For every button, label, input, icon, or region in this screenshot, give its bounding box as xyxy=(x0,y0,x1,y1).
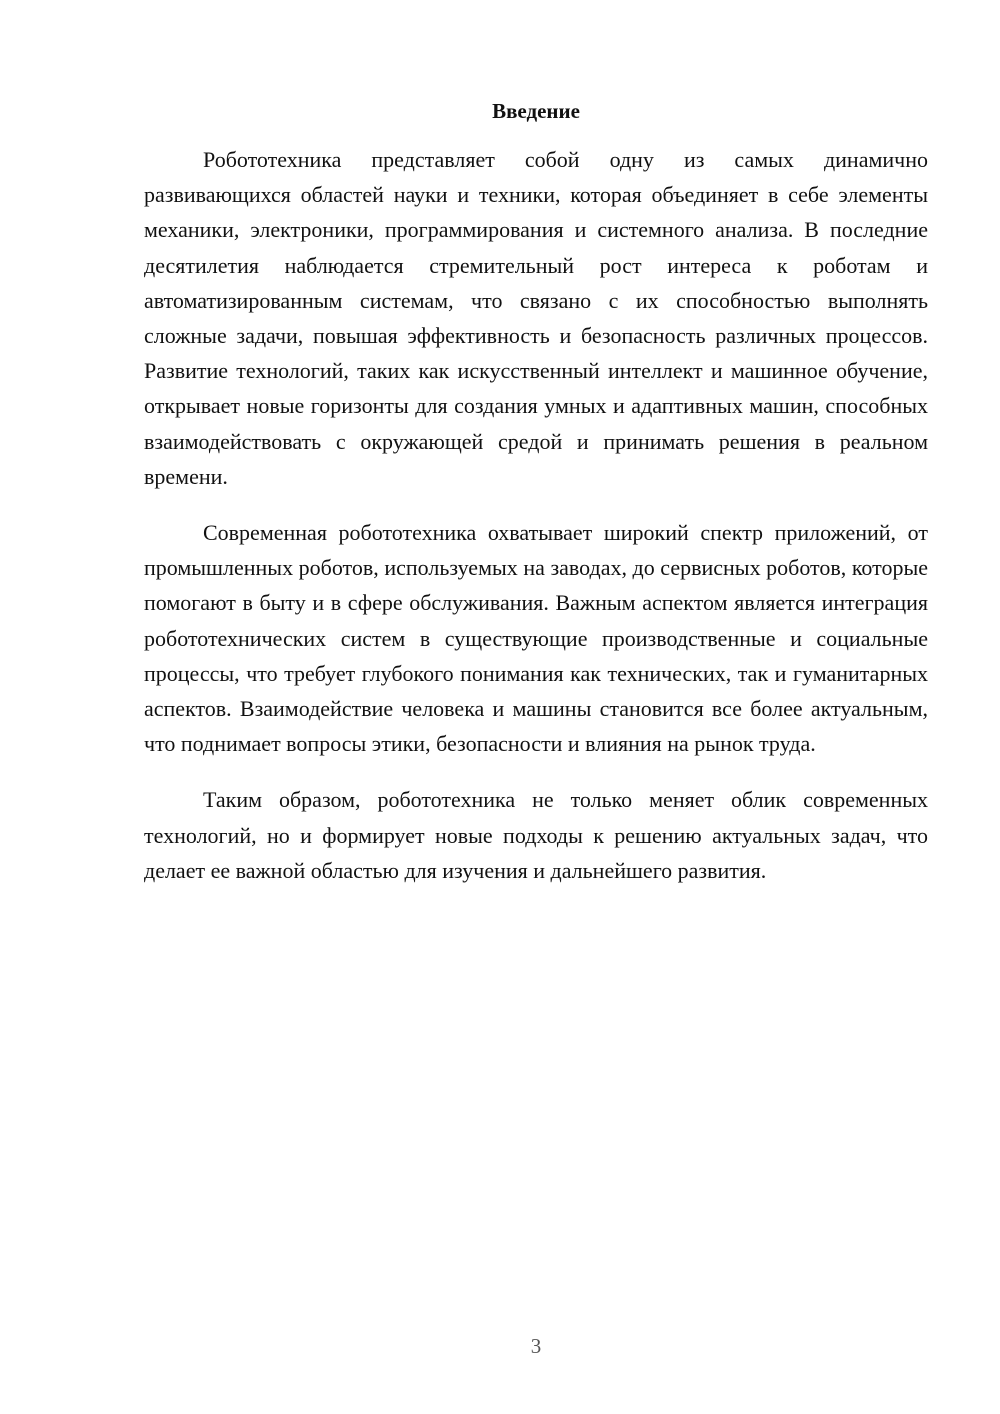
paragraph-3: Таким образом, робототехника не только меняет облик современных технологий, но и формирует новые подходы к решению актуальных задач, что делает ее важной областью для изучения и дальнейшего развития. xyxy=(144,787,928,883)
document-body xyxy=(144,142,928,909)
page-title: Введение xyxy=(492,99,580,123)
paragraph-1: Робототехника представляет собой одну из самых динамично развивающихся областей науки и техники, которая объединяет в себе элементы механики, электроники, программирования и системного анализа. В последние десятилетия наблюдается стремительный рост интереса к роботам и автоматизированным системам, что связано с их способностью выполнять сложные задачи, повышая эффективность и безопасность различных процессов. Развитие технологий, таких как искусственный интеллект и машинное обучение, открывает новые горизонты для создания умных и адаптивных машин, способных взаимодействовать с окружающей средой и принимать решения в реальном времени. xyxy=(144,147,928,489)
paragraph-2: Современная робототехника охватывает широкий спектр приложений, от промышленных роботов, используемых на заводах, до сервисных роботов, которые помогают в быту и в сфере обслуживания. Важным аспектом является интеграция робототехнических систем в существующие производственные и социальные процессы, что требует глубокого понимания как технических, так и гуманитарных аспектов. Взаимодействие человека и машины становится все более актуальным, что поднимает вопросы этики, безопасности и влияния на рынок труда. xyxy=(144,520,928,757)
page-number: 3 xyxy=(530,1334,542,1358)
